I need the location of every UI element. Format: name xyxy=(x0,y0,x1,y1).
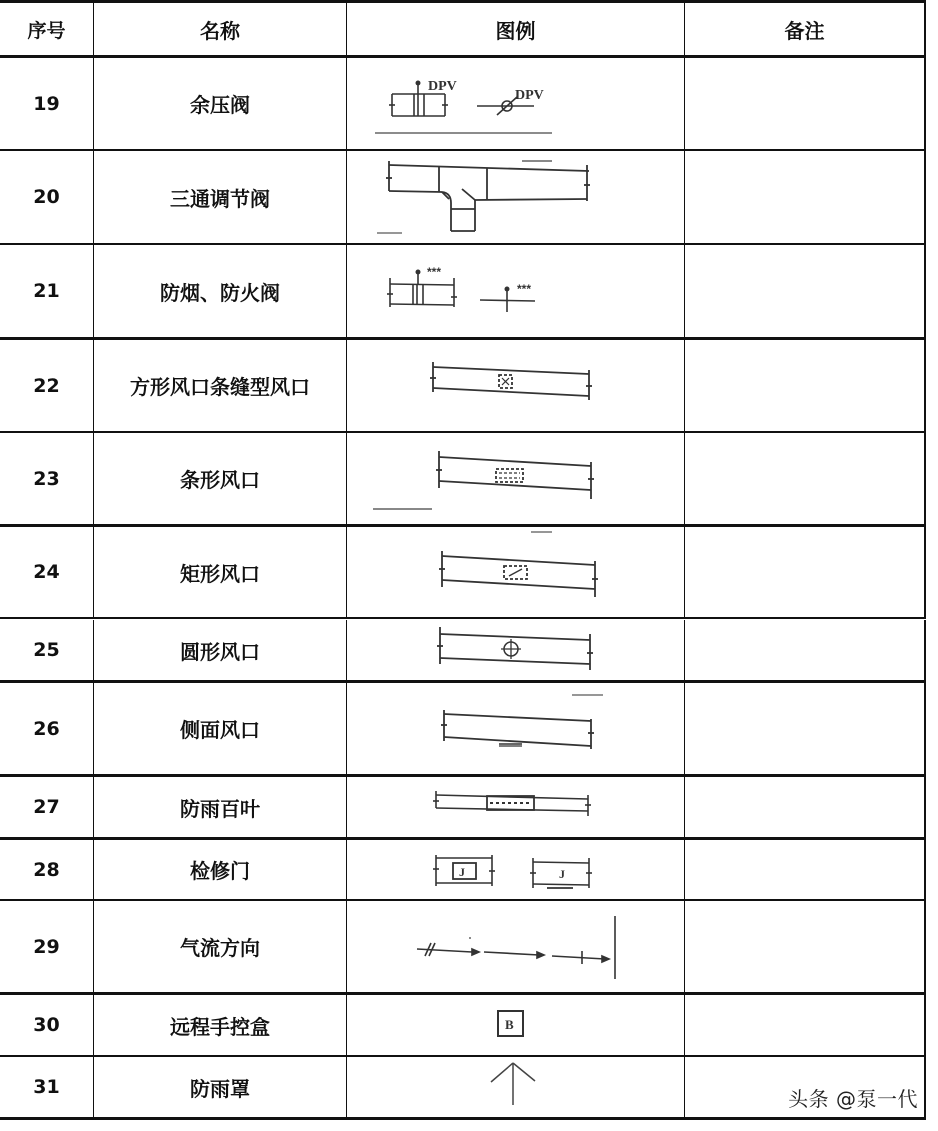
row-note xyxy=(685,58,926,149)
relief-valve-symbol-icon xyxy=(347,58,684,149)
fire-smoke-damper-symbol-icon xyxy=(347,245,684,337)
row-index: 22 xyxy=(0,340,94,431)
table-row xyxy=(0,777,926,837)
row-note xyxy=(685,245,926,337)
row-legend xyxy=(347,340,685,431)
row-name: 侧面风口 xyxy=(94,683,347,774)
row-legend xyxy=(347,245,685,337)
svg-text:***: *** xyxy=(427,265,442,279)
table-row xyxy=(0,58,926,149)
row-note xyxy=(685,527,926,617)
row-legend xyxy=(347,58,685,149)
access-door-symbol-icon xyxy=(347,840,684,899)
table-row xyxy=(0,433,926,524)
row-legend xyxy=(347,683,685,774)
rectangular-diffuser-symbol-icon xyxy=(347,527,684,617)
row-name: 条形风口 xyxy=(94,433,347,524)
header-legend: 图例 xyxy=(347,3,685,55)
row-index: 21 xyxy=(0,245,94,337)
row-index: 24 xyxy=(0,527,94,617)
row-legend xyxy=(347,995,685,1055)
row-note xyxy=(685,433,926,524)
remote-control-box-symbol-icon xyxy=(347,995,684,1055)
row-index: 30 xyxy=(0,995,94,1055)
table-row xyxy=(0,840,926,899)
row-note xyxy=(685,901,926,992)
table-row xyxy=(0,245,926,337)
row-legend xyxy=(347,777,685,837)
svg-text:DPV: DPV xyxy=(428,79,457,94)
table-row xyxy=(0,340,926,431)
row-note xyxy=(685,683,926,774)
row-index: 19 xyxy=(0,58,94,149)
rain-louver-symbol-icon xyxy=(347,777,684,837)
svg-text:J: J xyxy=(459,865,465,879)
header-note: 备注 xyxy=(685,3,926,55)
row-name: 检修门 xyxy=(94,840,347,899)
row-index: 27 xyxy=(0,777,94,837)
row-index: 29 xyxy=(0,901,94,992)
row-name: 防雨罩 xyxy=(94,1057,347,1117)
table-row xyxy=(0,683,926,774)
row-note xyxy=(685,840,926,899)
row-legend xyxy=(347,527,685,617)
row-note xyxy=(685,995,926,1055)
table-row xyxy=(0,995,926,1055)
table-rule xyxy=(0,1117,926,1120)
row-note xyxy=(685,340,926,431)
table-row xyxy=(0,151,926,243)
row-name: 防雨百叶 xyxy=(94,777,347,837)
row-index: 23 xyxy=(0,433,94,524)
round-diffuser-symbol-icon xyxy=(347,620,684,680)
row-name: 矩形风口 xyxy=(94,527,347,617)
airflow-direction-symbol-icon xyxy=(347,901,684,992)
row-index: 31 xyxy=(0,1057,94,1117)
three-way-damper-symbol-icon xyxy=(347,151,684,243)
svg-text:B: B xyxy=(505,1017,514,1032)
row-name: 气流方向 xyxy=(94,901,347,992)
row-legend xyxy=(347,840,685,899)
row-index: 20 xyxy=(0,151,94,243)
header-row xyxy=(0,3,926,55)
row-legend xyxy=(347,433,685,524)
svg-text:DPV: DPV xyxy=(515,88,544,103)
row-legend xyxy=(347,151,685,243)
row-name: 方形风口条缝型风口 xyxy=(94,340,347,431)
header-name: 名称 xyxy=(94,3,347,55)
row-name: 远程手控盒 xyxy=(94,995,347,1055)
square-slot-diffuser-symbol-icon xyxy=(347,340,684,431)
table-row xyxy=(0,620,926,680)
header-index: 序号 xyxy=(0,3,94,55)
table-rule xyxy=(0,617,926,619)
side-outlet-symbol-icon xyxy=(347,683,684,774)
svg-text:***: *** xyxy=(517,282,532,296)
row-name: 余压阀 xyxy=(94,58,347,149)
row-index: 26 xyxy=(0,683,94,774)
row-note xyxy=(685,620,926,680)
row-legend xyxy=(347,1057,685,1117)
row-index: 25 xyxy=(0,620,94,680)
row-note xyxy=(685,151,926,243)
linear-diffuser-symbol-icon xyxy=(347,433,684,524)
row-legend xyxy=(347,620,685,680)
row-note xyxy=(685,777,926,837)
table-row xyxy=(0,527,926,617)
rain-hood-symbol-icon xyxy=(347,1057,684,1117)
row-index: 28 xyxy=(0,840,94,899)
table-row xyxy=(0,901,926,992)
row-name: 三通调节阀 xyxy=(94,151,347,243)
svg-text:J: J xyxy=(559,867,565,881)
row-legend xyxy=(347,901,685,992)
watermark: 头条 @泵一代 xyxy=(788,1087,918,1111)
row-name: 防烟、防火阀 xyxy=(94,245,347,337)
row-name: 圆形风口 xyxy=(94,620,347,680)
